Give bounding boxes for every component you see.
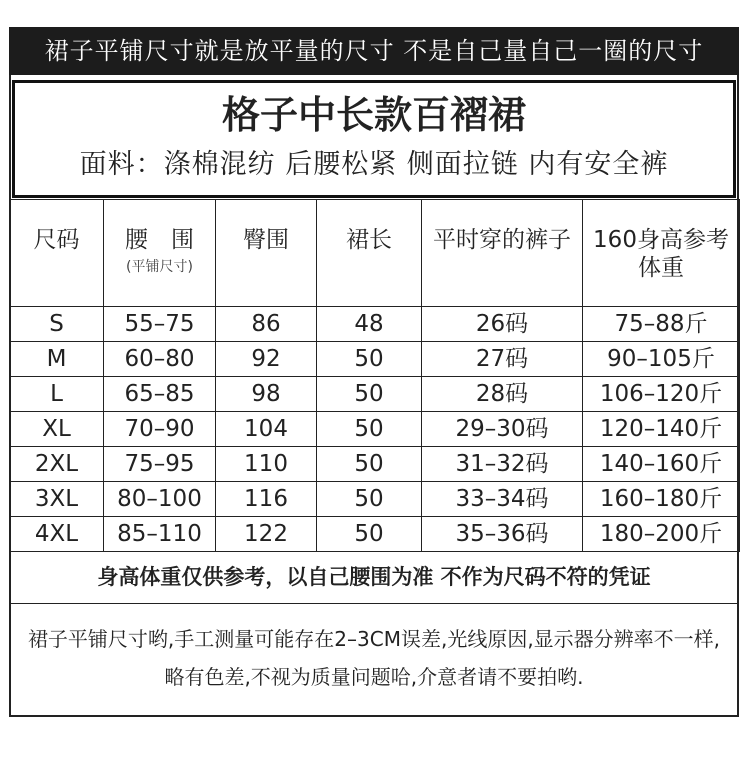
cell-waist: 85–110 — [104, 517, 216, 552]
cell-pants-size: 28码 — [422, 377, 583, 412]
title-box — [12, 80, 736, 198]
cell-waist: 75–95 — [104, 447, 216, 482]
cell-size: M — [10, 342, 104, 377]
cell-waist: 80–100 — [104, 482, 216, 517]
header-waist: 腰 围 (平铺尺寸) — [104, 200, 216, 307]
cell-weight: 180–200斤 — [583, 517, 740, 552]
cell-weight: 140–160斤 — [583, 447, 740, 482]
cell-weight: 160–180斤 — [583, 482, 740, 517]
cell-waist: 55–75 — [104, 307, 216, 342]
cell-pants-size: 35–36码 — [422, 517, 583, 552]
table-row — [10, 517, 740, 552]
header-length: 裙长 — [317, 200, 422, 307]
cell-pants-size: 29–30码 — [422, 412, 583, 447]
cell-hip: 86 — [216, 307, 317, 342]
cell-length: 50 — [317, 412, 422, 447]
cell-weight: 75–88斤 — [583, 307, 740, 342]
cell-hip: 92 — [216, 342, 317, 377]
table-row — [10, 307, 740, 342]
product-title: 格子中长款百褶裙 — [221, 93, 526, 137]
cell-size: S — [10, 307, 104, 342]
cell-waist: 70–90 — [104, 412, 216, 447]
fabric-subtitle: 面料：涤棉混纺 后腰松紧 侧面拉链 内有安全裤 — [79, 149, 669, 180]
cell-hip: 122 — [216, 517, 317, 552]
cell-hip: 116 — [216, 482, 317, 517]
header-size: 尺码 — [10, 200, 104, 307]
cell-size: 2XL — [10, 447, 104, 482]
cell-hip: 110 — [216, 447, 317, 482]
cell-length: 50 — [317, 447, 422, 482]
cell-pants-size: 31–32码 — [422, 447, 583, 482]
cell-length: 50 — [317, 342, 422, 377]
cell-hip: 104 — [216, 412, 317, 447]
header-waist-note: (平铺尺寸) — [126, 259, 193, 275]
cell-size: 4XL — [10, 517, 104, 552]
cell-size: L — [10, 377, 104, 412]
cell-weight: 120–140斤 — [583, 412, 740, 447]
table-row — [10, 377, 740, 412]
size-table — [9, 199, 740, 552]
cell-pants-size: 26码 — [422, 307, 583, 342]
reference-note: 身高体重仅供参考，以自己腰围为准 不作为尺码不符的凭证 — [9, 551, 739, 604]
cell-weight: 90–105斤 — [583, 342, 740, 377]
table-header-row — [10, 200, 740, 307]
cell-pants-size: 27码 — [422, 342, 583, 377]
cell-waist: 60–80 — [104, 342, 216, 377]
cell-length: 50 — [317, 517, 422, 552]
cell-size: 3XL — [10, 482, 104, 517]
cell-length: 48 — [317, 307, 422, 342]
cell-weight: 106–120斤 — [583, 377, 740, 412]
measurement-disclaimer: 裙子平铺尺寸哟,手工测量可能存在2–3CM误差,光线原因,显示器分辨率不一样,略有色差,不视为质量问题哈,介意者请不要拍哟. — [27, 627, 721, 689]
table-row — [10, 447, 740, 482]
header-hip: 臀围 — [216, 200, 317, 307]
cell-hip: 98 — [216, 377, 317, 412]
cell-waist: 65–85 — [104, 377, 216, 412]
cell-length: 50 — [317, 377, 422, 412]
table-row — [10, 342, 740, 377]
cell-length: 50 — [317, 482, 422, 517]
table-row — [10, 482, 740, 517]
cell-pants-size: 33–34码 — [422, 482, 583, 517]
cell-size: XL — [10, 412, 104, 447]
table-row — [10, 412, 740, 447]
header-weight: 160身高参考体重 — [583, 200, 740, 307]
top-banner: 裙子平铺尺寸就是放平量的尺寸 不是自己量自己一圈的尺寸 — [9, 27, 739, 75]
header-pants-size: 平时穿的裤子 — [422, 200, 583, 307]
